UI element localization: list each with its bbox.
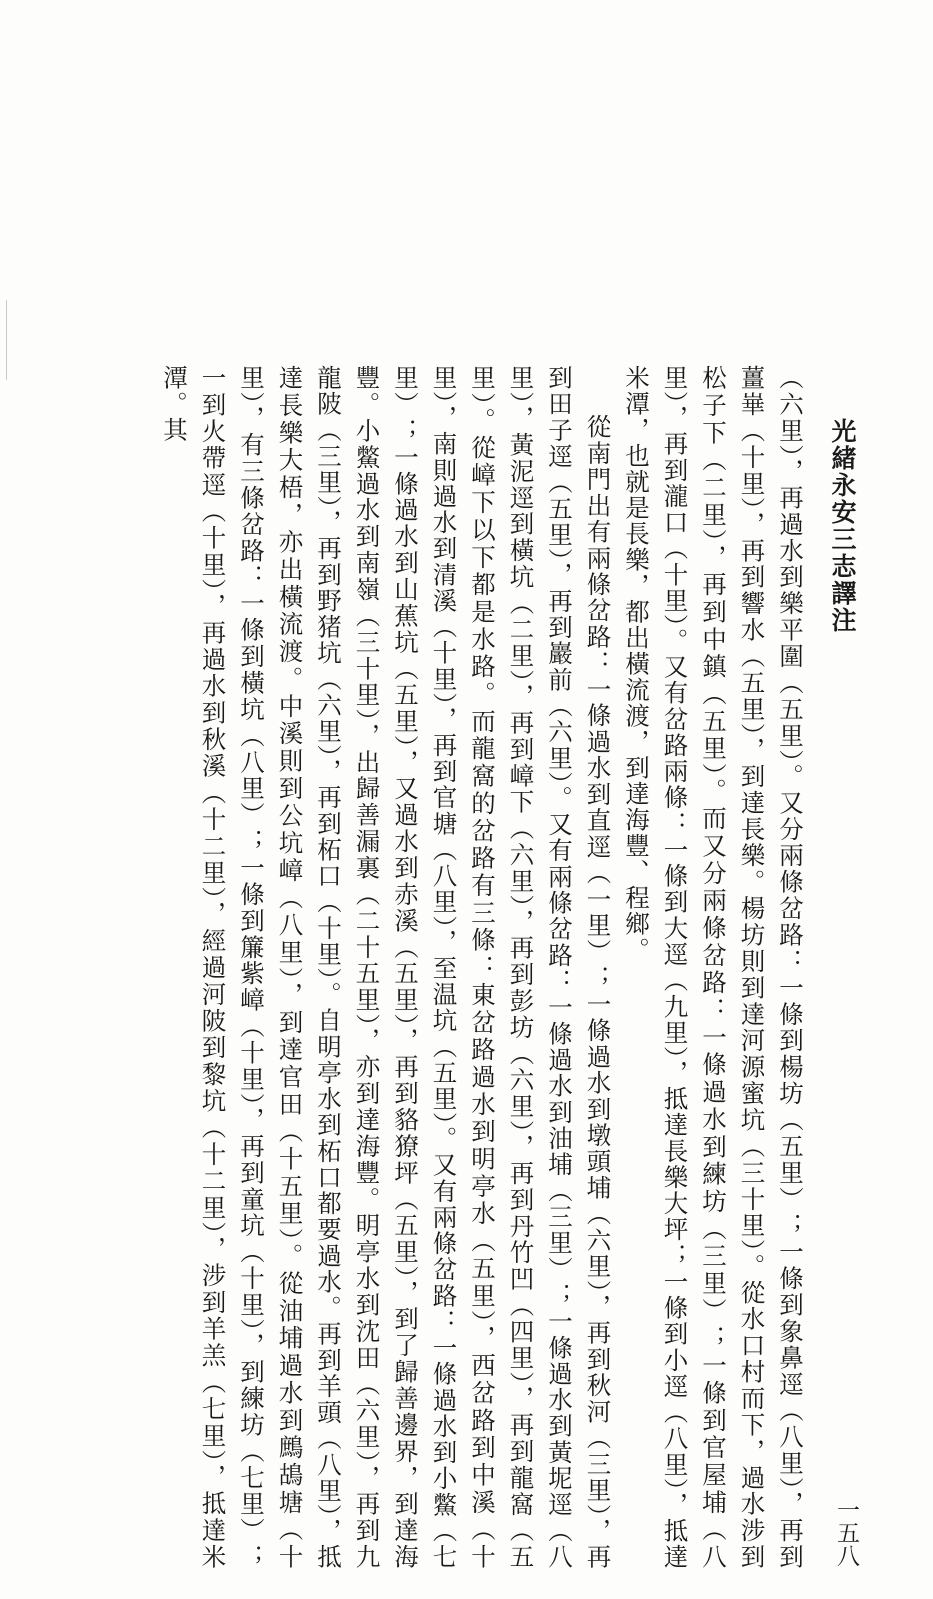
running-header-title: 光緒永安三志譯注 [828,418,857,634]
scan-edge-mark [6,300,7,380]
paragraph: （六里），再過水到樂平圍（五里）。又分兩條岔路：一條到楊坊（五里）；一條到象鼻逕（八里），再到薑崋（十里），再到響水（五里），到達長樂。楊坊則到達河源蜜坑（三十里）。從水口村而下，過水涉到松子下（二里），再到中鎮（五里）。而又分兩條岔路：一條過水到練坊（三里）；一條到官屋埔（八里），再到瀧口（十里）。又有岔路兩條：一條到大逕（九里），抵達長樂大坪；一條到小逕（八里），抵達米潭，也就是長樂，都出橫流渡，到達海豐、程鄉。 [622,365,805,1570]
page-number: 一五八 [833,1498,859,1567]
body-text [155,365,810,1570]
paragraph: 從南門出有兩條岔路：一條過水到直逕（一里）；一條過水到墩頭埔（六里），再到秋河（三里），再到田子逕（五里），再到巖前（六里）。又有兩條岔路：一條過水到油埔（三里）；一條過水到黃坭逕（八里），黃泥逕到橫坑（二里），再到嶂下（六里），再到彭坊（六里），再到丹竹凹（四里），再到龍窩（五里）。從嶂下以下都是水路。而龍窩的岔路有三條：東岔路過水到明亭水（五里），西岔路到中溪（十里），南則過水到清溪（十里），再到官塘（八里），至温坑（五里）。又有兩條岔路：一條過水到小鱉（七里）；一條過水到山蕉坑（五里），又過水到赤溪（五里），再到貉獠坪（五里），到了歸善邊界，到達海豐。小鱉過水到南嶺（三十里），出歸善漏裏（二十五里），亦到達海豐。明亭水到沈田（六里），再到九龍陂（三里），再到野猪坑（六里），再到柘口（十里）。自明亭水到柘口都要過水。再到羊頭（八里），抵達長樂大梧，亦出橫流渡。中溪則到公坑嶂（八里），到達官田（十五里）。從油埔過水到鷓鴣塘（十里），有三條岔路：一條到橫坑（八里）；一條到簾紫嶂（十里），再到童坑（十里），到練坊（七里）；一到火帶逕（十里），再過水到秋溪（十二里），經過河陂到黎坑（十二里），涉到羊羔（七里），抵達米潭。其 [160,365,613,1570]
